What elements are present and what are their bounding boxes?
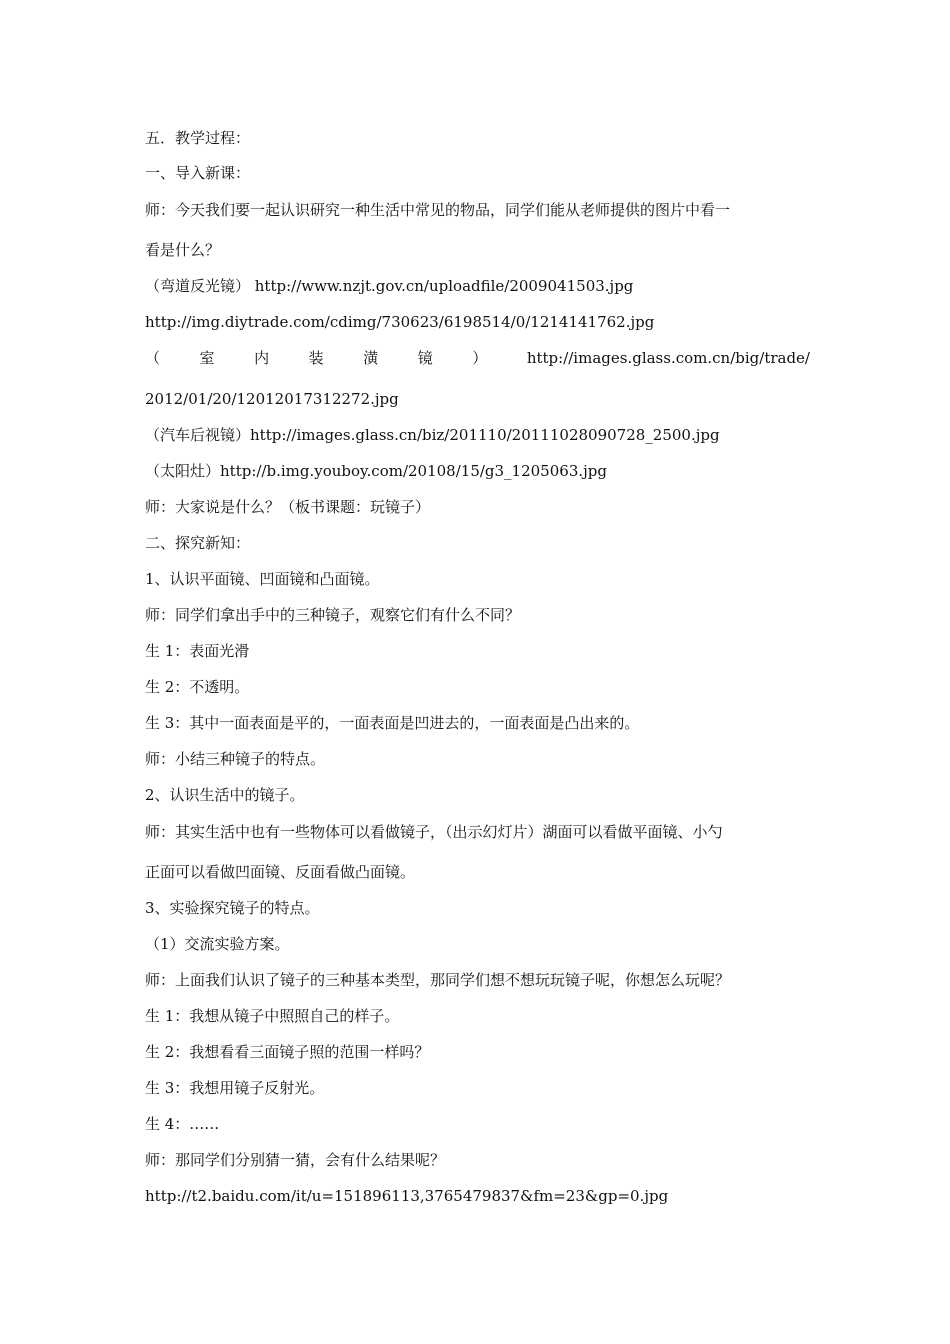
line-char: ） [472,349,488,367]
line-char: 镜 [417,349,433,367]
paragraph-line: 看是什么？ [145,241,221,259]
paragraph-line: （太阳灶）http://b.img.youboy.com/20108/15/g3_1205063.jpg [145,462,607,480]
paragraph-line: 师：其实生活中也有一些物体可以看做镜子，（出示幻灯片）湖面可以看做平面镜、小勺 [145,823,723,841]
paragraph-line: 师：上面我们认识了镜子的三种基本类型，那同学们想不想玩玩镜子呢，你想怎么玩呢？ [145,971,731,989]
paragraph-line: 1、认识平面镜、凹面镜和凸面镜。 [145,570,380,588]
justified-line [145,348,810,368]
paragraph-line: 师：同学们拿出手中的三种镜子，观察它们有什么不同？ [145,606,521,624]
paragraph-line: 师：小结三种镜子的特点。 [145,750,326,768]
paragraph-line: 生 1：我想从镜子中照照自己的样子。 [145,1007,400,1025]
subsection-heading: 一、导入新课： [145,164,251,182]
line-char: 潢 [363,349,379,367]
paragraph-line: （弯道反光镜） http://www.nzjt.gov.cn/uploadfile/2009041503.jpg [145,277,634,295]
paragraph-line: 2、认识生活中的镜子。 [145,786,305,804]
paragraph-line: （1）交流实验方案。 [145,935,290,953]
paragraph-line: 正面可以看做凹面镜、反面看做凸面镜。 [145,863,416,881]
paragraph-line: （汽车后视镜）http://images.glass.cn/biz/201110/20111028090728_2500.jpg [145,426,720,444]
paragraph-line: 生 3：其中一面表面是平的，一面表面是凹进去的，一面表面是凸出来的。 [145,714,640,732]
paragraph-line: 生 2：不透明。 [145,678,250,696]
paragraph-line: 3、实验探究镜子的特点。 [145,899,320,917]
paragraph-line: 师：今天我们要一起认识研究一种生活中常见的物品，同学们能从老师提供的图片中看一 [145,201,731,219]
url-line: 2012/01/20/12012017312272.jpg [145,390,399,408]
section-heading: 五．教学过程： [145,129,251,147]
paragraph-line: 生 1：表面光滑 [145,642,250,660]
paragraph-line: 生 4：…… [145,1115,220,1133]
url-text: http://images.glass.com.cn/big/trade/ [526,349,810,367]
url-line: http://t2.baidu.com/it/u=151896113,3765479837&fm=23&gp=0.jpg [145,1187,669,1205]
line-char: 内 [254,349,270,367]
line-char: （ [145,349,161,367]
paragraph-line: 师：大家说是什么？（板书课题：玩镜子） [145,498,431,516]
url-line: http://img.diytrade.com/cdimg/730623/6198514/0/1214141762.jpg [145,313,655,331]
paragraph-line: 师：那同学们分别猜一猜，会有什么结果呢？ [145,1151,446,1169]
subsection-heading: 二、探究新知： [145,534,251,552]
paragraph-line: 生 3：我想用镜子反射光。 [145,1079,325,1097]
line-char: 室 [199,349,215,367]
line-char: 装 [308,349,324,367]
paragraph-line: 生 2：我想看看三面镜子照的范围一样吗？ [145,1043,430,1061]
